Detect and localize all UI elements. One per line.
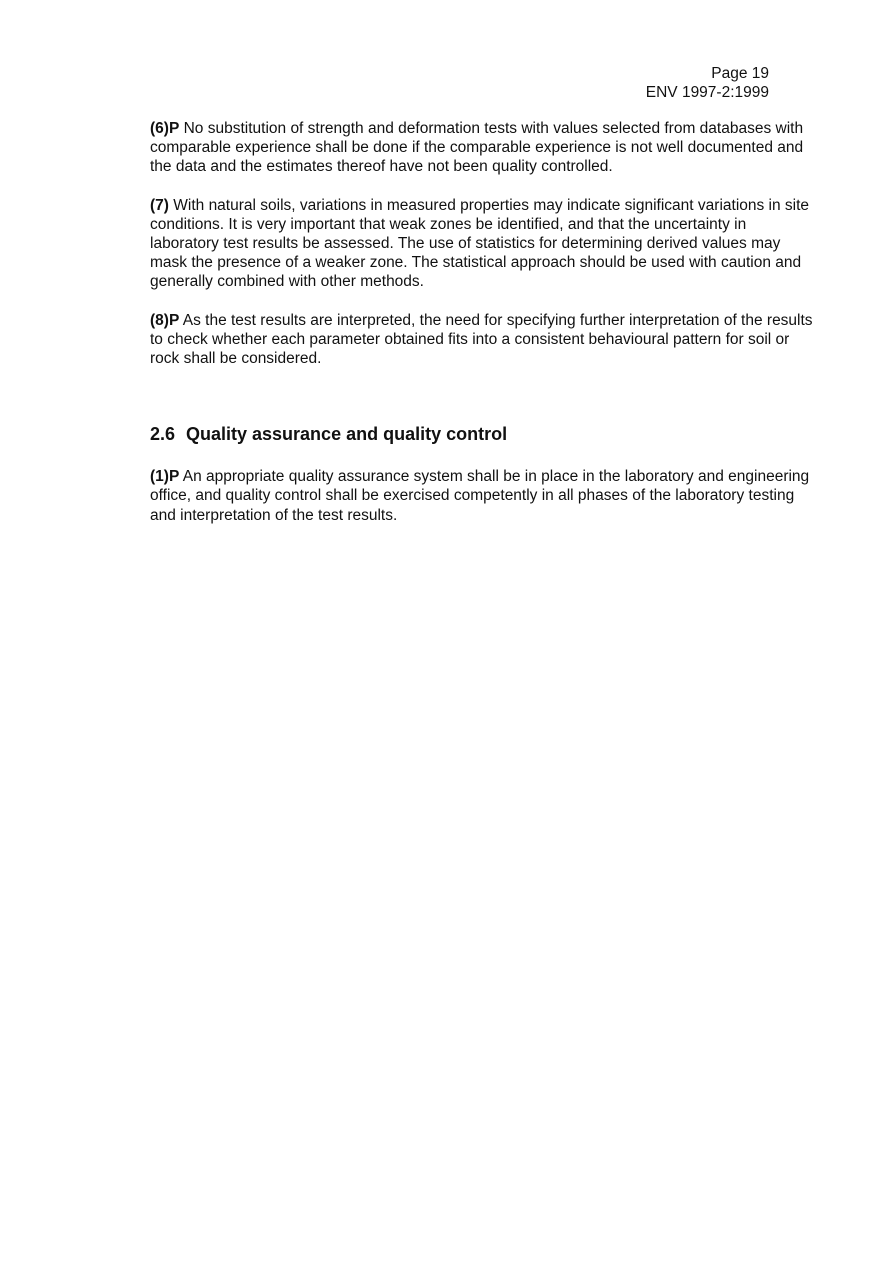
section-title: Quality assurance and quality control	[186, 424, 508, 445]
page-number: Page 19	[711, 65, 769, 82]
paragraph-7	[150, 196, 815, 292]
paragraph-text: As the test results are interpreted, the need for specifying further interpretation of the results to check whether each parameter obtained fits into a consistent behavioural pattern for soil or rock shall be considered.	[150, 311, 813, 368]
paragraph-1p	[150, 467, 815, 525]
clause-number: (1)P	[150, 468, 180, 486]
clause-number: (7)	[150, 196, 169, 214]
paragraph-6p	[150, 119, 815, 177]
page-header	[646, 64, 769, 102]
document-body	[150, 119, 815, 544]
clause-number: (6)P	[150, 120, 180, 137]
paragraph-text: An appropriate quality assurance system shall be in place in the laboratory and engineering office, and quality control shall be exercised competently in all phases of the laboratory testing and interpretation of the test results.	[150, 468, 810, 524]
paragraph-8p	[150, 311, 815, 369]
document-id: ENV 1997-2:1999	[645, 84, 769, 101]
clause-number: (8)P	[150, 311, 180, 329]
paragraph-text: No substitution of strength and deformation tests with values selected from databases with comparable experience shall be done if the comparable experience is not well documented and the data and the estimates thereof have not been quality controlled.	[150, 120, 804, 176]
paragraph-text: With natural soils, variations in measured properties may indicate significant variations in site conditions. It is very important that weak zones be identified, and that the uncertainty in laboratory test results be assessed. The use of statistics for determining derived values may mask the presence of a weaker zone. The statistical approach should be used with caution and generally combined with other methods.	[150, 196, 810, 291]
section-number: 2.6	[150, 424, 176, 445]
section-heading	[150, 423, 815, 445]
